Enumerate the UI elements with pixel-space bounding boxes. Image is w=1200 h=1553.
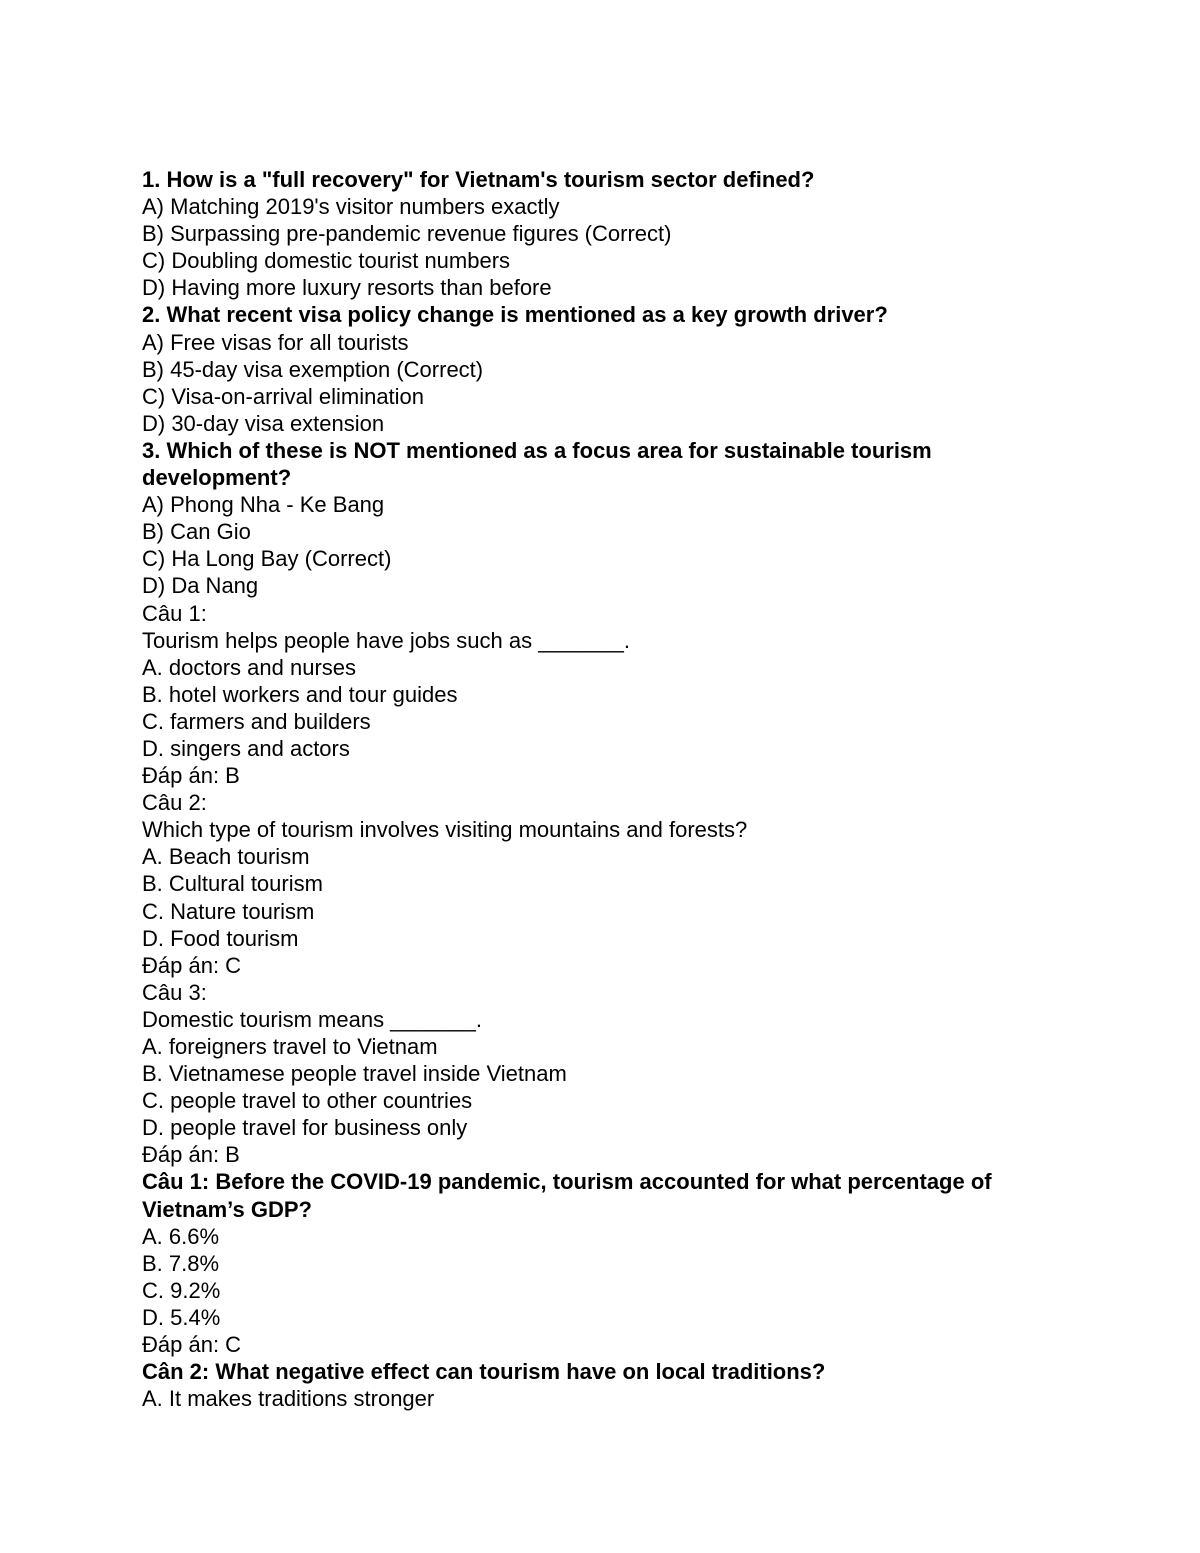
text-line: B. 7.8%	[142, 1250, 220, 1276]
question-line: Cân 2: What negative effect can tourism have on local traditions?	[142, 1359, 826, 1385]
question-line: 1. How is a "full recovery" for Vietnam's tourism sector defined?	[142, 167, 815, 192]
text-line: Câu 1:	[142, 600, 207, 626]
text-line: C) Doubling domestic tourist numbers	[142, 248, 511, 274]
text-line: A. Beach tourism	[142, 844, 310, 870]
text-line: C) Ha Long Bay (Correct)	[142, 546, 392, 572]
text-line: A) Matching 2019's visitor numbers exactly	[142, 194, 560, 220]
text-line: B. hotel workers and tour guides	[142, 681, 458, 707]
text-line: D. singers and actors	[142, 735, 350, 761]
question-line: Câu 1: Before the COVID-19 pandemic, tourism accounted for what percentage of Vietnam’s GDP?	[142, 1169, 998, 1222]
text-line: Đáp án: C	[142, 952, 242, 978]
text-line: A. doctors and nurses	[142, 654, 357, 680]
text-line: C. farmers and builders	[142, 708, 371, 734]
text-line: Which type of tourism involves visiting mountains and forests?	[142, 817, 748, 843]
text-line: D) Having more luxury resorts than before	[142, 275, 552, 301]
text-line: D. Food tourism	[142, 925, 299, 951]
text-line: Đáp án: B	[142, 1142, 240, 1168]
text-line: Domestic tourism means _______.	[142, 1006, 482, 1032]
text-line: Đáp án: B	[142, 763, 240, 789]
text-line: D. 5.4%	[142, 1304, 221, 1330]
text-line: B) Surpassing pre-pandemic revenue figures (Correct)	[142, 221, 672, 247]
document-page	[142, 166, 1082, 1412]
text-line: C) Visa-on-arrival elimination	[142, 383, 425, 409]
text-line: D) 30-day visa extension	[142, 410, 385, 436]
text-line: B) Can Gio	[142, 519, 251, 545]
text-line: Câu 2:	[142, 790, 207, 816]
text-line: Câu 3:	[142, 979, 207, 1005]
text-line: A) Phong Nha - Ke Bang	[142, 492, 385, 518]
text-line: B. Cultural tourism	[142, 871, 323, 897]
text-line: Tourism helps people have jobs such as _______.	[142, 627, 630, 653]
text-line: Đáp án: C	[142, 1332, 242, 1358]
text-line: C. Nature tourism	[142, 898, 315, 924]
question-line: 3. Which of these is NOT mentioned as a focus area for sustainable tourism development?	[142, 437, 938, 491]
text-line: B. Vietnamese people travel inside Vietnam	[142, 1061, 567, 1087]
text-line: C. 9.2%	[142, 1277, 221, 1303]
text-line: D) Da Nang	[142, 573, 259, 599]
text-line: A. foreigners travel to Vietnam	[142, 1034, 438, 1059]
text-line: C. people travel to other countries	[142, 1088, 473, 1114]
text-line: A. It makes traditions stronger	[142, 1386, 435, 1412]
question-line: 2. What recent visa policy change is mentioned as a key growth driver?	[142, 302, 888, 328]
text-line: B) 45-day visa exemption (Correct)	[142, 356, 484, 382]
text-line: A) Free visas for all tourists	[142, 329, 409, 355]
text-line: A. 6.6%	[142, 1223, 220, 1249]
text-line: D. people travel for business only	[142, 1115, 468, 1141]
